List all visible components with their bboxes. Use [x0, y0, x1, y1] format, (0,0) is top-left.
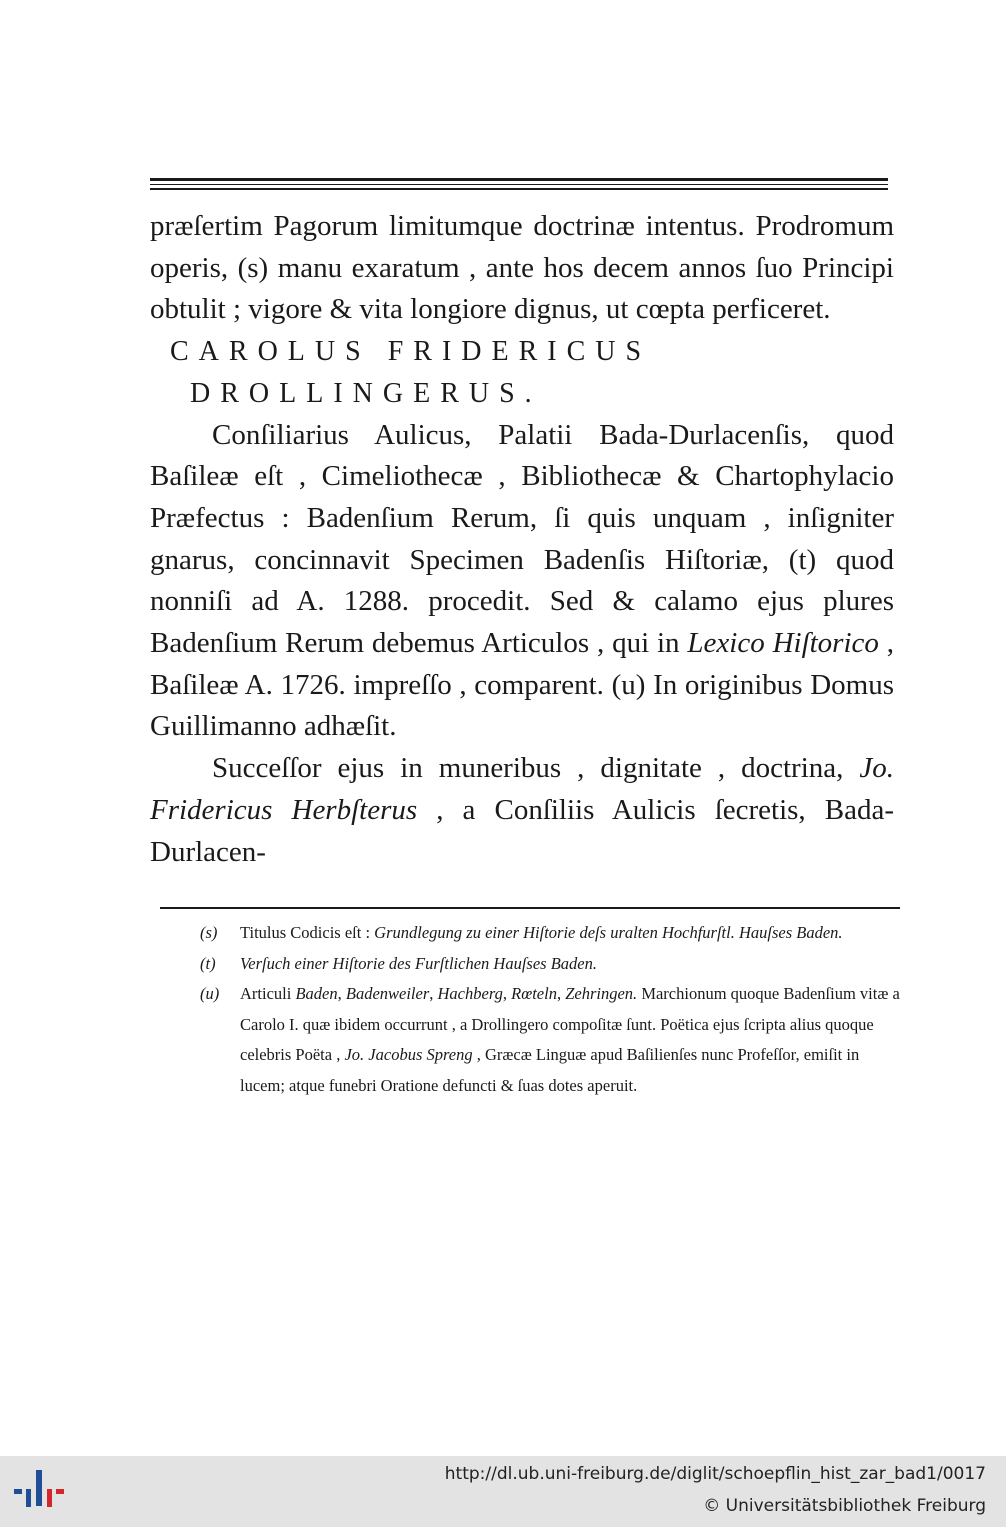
footnote-rule — [160, 907, 900, 909]
paragraph-2: Conſiliarius Aulicus, Palatii Bada-Durlacenſis, quod Baſileæ eſt , Cimeliothecæ , Bibliothecæ & Chartophylacio Præfectus : Badenſium Rerum, ſi quis unquam , inſigniter gnarus, concinnavit Specimen Badenſis Hiſtoriæ, (t) quod nonniſi ad A. 1288. procedit. Sed & calamo ejus plures Badenſium Rerum debemus Articulos , qui in Lexico Hiſtorico , Baſileæ A. 1726. impreſſo , comparent. (u) In originibus Domus Guillimanno adhæſit. — [150, 418, 895, 743]
footnotes — [200, 918, 900, 1101]
footnote-marker: (s) — [200, 923, 218, 942]
footnote-s: (s) Titulus Codicis eſt : Grundlegung zu einer Hiſtorie deſs uralten Hochfurſtl. Hauſses Baden. — [200, 918, 900, 949]
section-heading-line-2: DROLLINGERUS. — [190, 377, 542, 409]
header-rule-bottom — [150, 188, 888, 190]
footnote-marker: (t) — [200, 953, 216, 973]
viewer-footer — [0, 1456, 1006, 1527]
main-text — [150, 206, 894, 873]
paragraph-1: præſertim Pagorum limitumque doctrinæ intentus. Prodromum operis, (s) manu exaratum , ante hos decem annos ſuo Principi obtulit ; vigore & vita longiore dignus, ut cœpta perficeret. — [150, 210, 894, 326]
page-url-link[interactable]: http://dl.ub.uni-freiburg.de/diglit/schoepflin_hist_zar_bad1/0017 — [444, 1464, 986, 1484]
footnote-u: (u) Articuli Baden, Badenweiler, Hachberg, Rœteln, Zehringen. Marchionum quoque Badenſium vitæ a Carolo I. quæ ibidem occurrunt , a Drollingero compoſitæ ſunt. Poëtica ejus ſcripta alius quoque celebris Poëta , Jo. Jacobus Spreng , Græcæ Linguæ apud Baſilienſes nunc Profeſſor, emiſit in lucem; atque funebri Oratione defuncti & ſuas dotes aperuit. — [200, 979, 900, 1101]
footnote-marker: (u) — [200, 984, 220, 1003]
footnote-t: (t) Verſuch einer Hiſtorie des Furſtlichen Hauſses Baden. — [200, 949, 900, 980]
section-heading-line-1: CAROLUS FRIDERICUS — [170, 336, 652, 368]
header-rule-top — [150, 178, 888, 181]
copyright-text: © Universitätsbibliothek Freiburg — [703, 1496, 986, 1516]
paragraph-3: Succeſſor ejus in muneribus , dignitate , doctrina, Jo. Fridericus Herbſterus , a Conſiliis Aulicis ſecretis, Bada-Durlacen- — [150, 752, 894, 868]
ub-freiburg-logo-icon — [14, 1466, 66, 1518]
header-rule-middle — [150, 184, 888, 185]
